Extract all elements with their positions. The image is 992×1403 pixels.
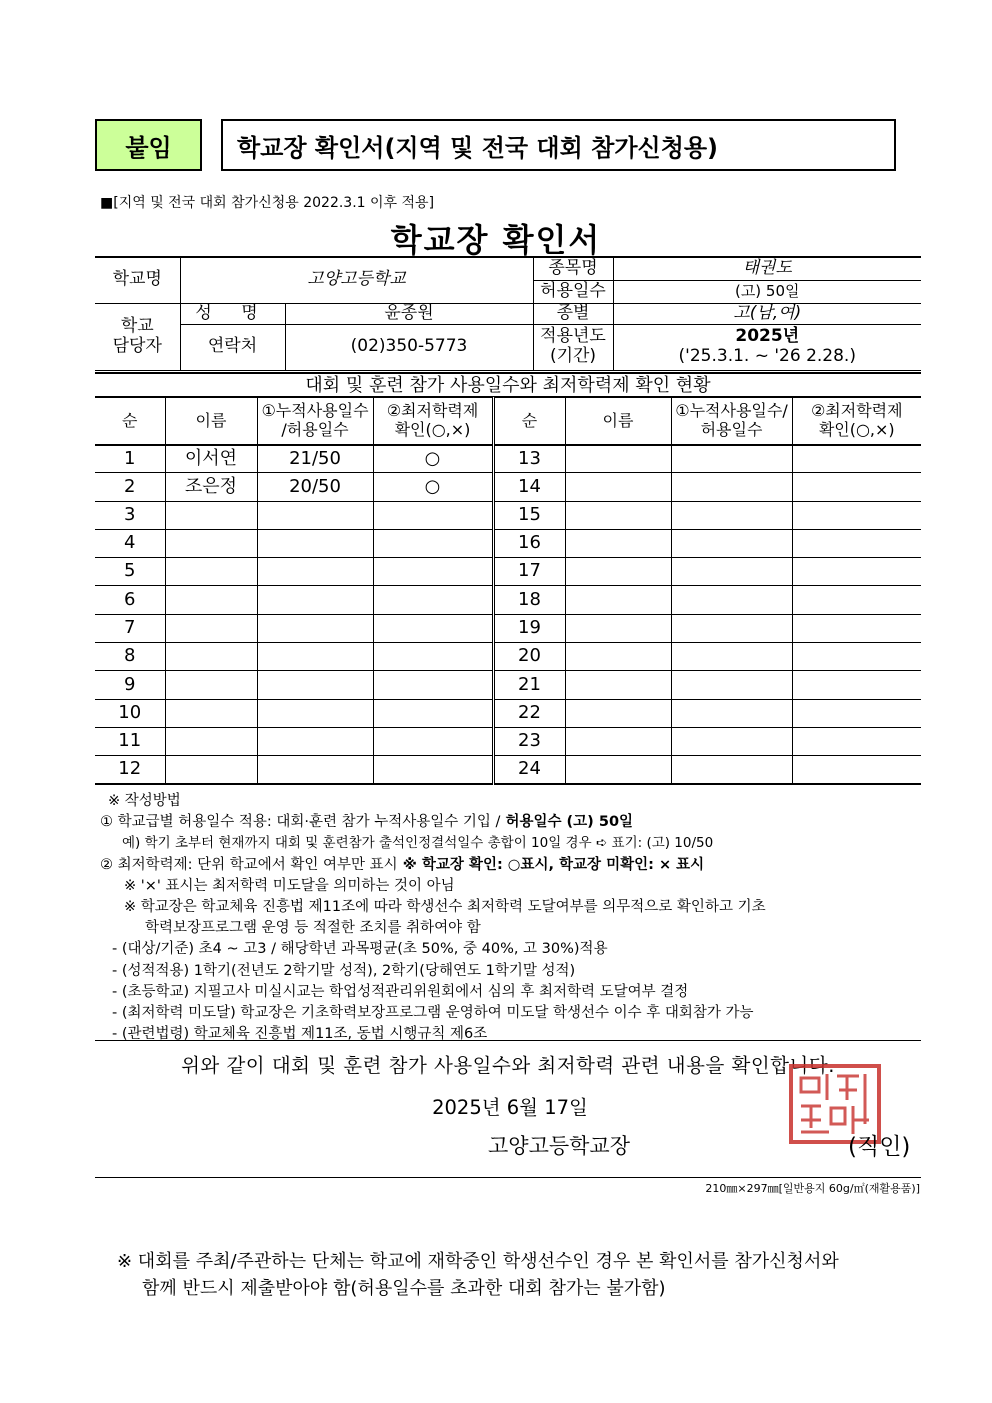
table-row xyxy=(95,529,921,557)
school-value: 고양고등학교 xyxy=(180,257,533,303)
row-min-score-2 xyxy=(792,473,921,501)
row-min-score xyxy=(373,614,493,642)
row-min-score: ○ xyxy=(373,445,493,473)
row-min-score: ○ xyxy=(373,473,493,501)
row-name xyxy=(165,501,257,529)
row-no-2: 20 xyxy=(493,643,565,671)
row-days-2 xyxy=(671,727,792,755)
event-label: 종목명 xyxy=(533,257,613,280)
row-name-2 xyxy=(565,671,671,699)
table-row xyxy=(95,614,921,642)
row-min-score xyxy=(373,756,493,784)
col-header-no: 순 xyxy=(95,398,165,445)
row-no-2: 21 xyxy=(493,671,565,699)
row-min-score-2 xyxy=(792,501,921,529)
submission-note-line-2: 함께 반드시 제출받아야 함(허용일수를 초과한 대회 참가는 불가함) xyxy=(142,1278,666,1299)
row-days xyxy=(257,558,373,586)
instruction-1-example: 예) 학기 초부터 현재까지 대회 및 훈련참가 출석인정결석일수 총합이 10일 경우 ➪ 표기: (고) 10/50 xyxy=(122,835,714,852)
allowed-days-label: 허용일수 xyxy=(533,280,613,303)
row-days: 21/50 xyxy=(257,445,373,473)
school-label: 학교명 xyxy=(95,257,180,303)
period-value: ('25.3.1. ~ '26 2.28.) xyxy=(678,346,856,366)
col-header-days: ①누적사용일수 /허용일수 xyxy=(257,398,373,445)
row-no-2: 23 xyxy=(493,727,565,755)
row-days-2 xyxy=(671,501,792,529)
row-no: 10 xyxy=(95,699,165,727)
instruction-2-note-b-cont: 학력보장프로그램 운영 등 적절한 조치를 취하여야 함 xyxy=(145,920,481,937)
document-heading: 학교장 확인서(지역 및 전국 대회 참가신청용) xyxy=(221,119,896,171)
row-no-2: 16 xyxy=(493,529,565,557)
col-header-name: 이름 xyxy=(165,398,257,445)
instructions xyxy=(100,791,930,1045)
row-days xyxy=(257,756,373,784)
table-row xyxy=(95,643,921,671)
row-name xyxy=(165,614,257,642)
gender-value: 고(남,여) xyxy=(613,303,921,324)
row-name-2 xyxy=(565,501,671,529)
row-min-score xyxy=(373,727,493,755)
col-header-days-2: ①누적사용일수/ 허용일수 xyxy=(671,398,792,445)
row-days-2 xyxy=(671,473,792,501)
col-header-no-2: 순 xyxy=(493,398,565,445)
period-label-sub: (기간) xyxy=(549,346,597,366)
row-days xyxy=(257,727,373,755)
instruction-elementary: - (초등학교) 지필고사 미실시교는 학업성적관리위원회에서 심의 후 최저학력 도달여부 결정 xyxy=(112,983,689,1000)
instruction-1: ① 학교급별 허용일수 적용: 대회·훈련 참가 누적사용일수 기입 / 허용일수 (고) 50일 xyxy=(100,814,634,831)
instruction-2: ② 최저학력제: 단위 학교에서 확인 여부만 표시 ※ 학교장 확인: ○표시, 학교장 미확인: × 표시 xyxy=(100,856,705,873)
row-no: 7 xyxy=(95,614,165,642)
row-min-score xyxy=(373,501,493,529)
row-no: 8 xyxy=(95,643,165,671)
row-name xyxy=(165,671,257,699)
row-min-score-2 xyxy=(792,558,921,586)
row-min-score xyxy=(373,643,493,671)
row-no-2: 18 xyxy=(493,586,565,614)
divider-top xyxy=(95,1040,921,1041)
instructions-heading: ※ 작성방법 xyxy=(108,793,181,809)
name-value: 윤종원 xyxy=(285,303,533,324)
row-no-2: 13 xyxy=(493,445,565,473)
row-name-2 xyxy=(565,727,671,755)
row-name xyxy=(165,529,257,557)
contact-value: (02)350-5773 xyxy=(285,324,533,370)
col-header-name-2: 이름 xyxy=(565,398,671,445)
table-row xyxy=(95,756,921,784)
row-no: 9 xyxy=(95,671,165,699)
manager-label: 학교 담당자 xyxy=(95,303,180,370)
row-no: 1 xyxy=(95,445,165,473)
table-row xyxy=(95,671,921,699)
row-no: 12 xyxy=(95,756,165,784)
name-label: 성 명 xyxy=(180,303,285,324)
year-label: 적용년도 xyxy=(540,326,606,347)
row-days xyxy=(257,529,373,557)
row-min-score-2 xyxy=(792,756,921,784)
contact-label: 연락처 xyxy=(180,324,285,370)
row-name-2 xyxy=(565,445,671,473)
instruction-law: - (관련법령) 학교체육 진흥법 제11조, 동법 시행규칙 제6조 xyxy=(112,1026,488,1043)
row-no-2: 19 xyxy=(493,614,565,642)
row-days xyxy=(257,699,373,727)
row-no: 11 xyxy=(95,727,165,755)
row-days xyxy=(257,671,373,699)
period-label xyxy=(533,324,613,370)
table-row xyxy=(95,558,921,586)
row-days-2 xyxy=(671,671,792,699)
row-days-2 xyxy=(671,756,792,784)
school-info-table xyxy=(95,256,921,371)
row-days-2 xyxy=(671,529,792,557)
col-header-min-score-2: ②최저학력제 확인(○,×) xyxy=(792,398,921,445)
athlete-roster-table xyxy=(95,397,921,785)
row-name-2 xyxy=(565,614,671,642)
row-name-2 xyxy=(565,529,671,557)
row-name-2 xyxy=(565,473,671,501)
roster-section-title: 대회 및 훈련 참가 사용일수와 최저학력제 확인 현황 xyxy=(95,372,921,397)
seal-label: (직인) xyxy=(848,1134,911,1160)
row-min-score-2 xyxy=(792,671,921,699)
row-min-score xyxy=(373,586,493,614)
row-name xyxy=(165,727,257,755)
row-min-score-2 xyxy=(792,529,921,557)
row-name-2 xyxy=(565,586,671,614)
row-no-2: 17 xyxy=(493,558,565,586)
year-value: 2025년 xyxy=(735,326,800,347)
row-no-2: 15 xyxy=(493,501,565,529)
row-name xyxy=(165,756,257,784)
row-min-score xyxy=(373,671,493,699)
instruction-target: - (대상/기준) 초4 ~ 고3 / 해당학년 과목평균(초 50%, 중 40%, 고 30%)적용 xyxy=(112,941,608,958)
row-name-2 xyxy=(565,699,671,727)
row-name xyxy=(165,643,257,671)
row-min-score-2 xyxy=(792,614,921,642)
row-days xyxy=(257,501,373,529)
page-title: 학교장 확인서 xyxy=(390,221,602,259)
row-days-2 xyxy=(671,445,792,473)
row-name: 이서연 xyxy=(165,445,257,473)
row-days-2 xyxy=(671,643,792,671)
row-min-score-2 xyxy=(792,445,921,473)
row-min-score xyxy=(373,558,493,586)
row-no: 5 xyxy=(95,558,165,586)
row-name xyxy=(165,699,257,727)
row-min-score xyxy=(373,699,493,727)
row-days: 20/50 xyxy=(257,473,373,501)
table-row xyxy=(95,501,921,529)
row-days-2 xyxy=(671,699,792,727)
row-min-score-2 xyxy=(792,699,921,727)
period-value-cell xyxy=(613,324,921,370)
paper-spec: 210㎜×297㎜[일반용지 60g/㎡(재활용품)] xyxy=(705,1182,920,1195)
submission-note xyxy=(117,1248,839,1302)
divider-bottom xyxy=(95,1177,921,1178)
table-row xyxy=(95,727,921,755)
applicability-note: ■[지역 및 전국 대회 참가신청용 2022.3.1 이후 적용] xyxy=(100,195,435,211)
gender-label: 종별 xyxy=(533,303,613,324)
table-row xyxy=(95,473,921,501)
row-no: 3 xyxy=(95,501,165,529)
row-no-2: 24 xyxy=(493,756,565,784)
instruction-2-note-a: ※ '×' 표시는 최저학력 미도달을 의미하는 것이 아님 xyxy=(124,877,455,894)
row-min-score-2 xyxy=(792,586,921,614)
table-row xyxy=(95,586,921,614)
row-name xyxy=(165,586,257,614)
row-name-2 xyxy=(565,643,671,671)
row-no: 2 xyxy=(95,473,165,501)
event-value: 태권도 xyxy=(613,257,921,280)
row-days-2 xyxy=(671,614,792,642)
principal-name: 고양고등학교장 xyxy=(488,1134,631,1158)
row-days xyxy=(257,586,373,614)
confirmation-statement: 위와 같이 대회 및 훈련 참가 사용일수와 최저학력 관련 내용을 확인합니다. xyxy=(181,1054,835,1077)
submission-note-line-1: ※ 대회를 주최/주관하는 단체는 학교에 재학중인 학생선수인 경우 본 확인서를 참가신청서와 xyxy=(117,1251,839,1272)
allowed-days-value: (고) 50일 xyxy=(613,280,921,303)
row-no: 6 xyxy=(95,586,165,614)
col-header-min-score: ②최저학력제 확인(○,×) xyxy=(373,398,493,445)
issue-date: 2025년 6월 17일 xyxy=(432,1096,588,1119)
row-days xyxy=(257,614,373,642)
table-row xyxy=(95,445,921,473)
instruction-2-note-b: ※ 학교장은 학교체육 진흥법 제11조에 따라 학생선수 최저학력 도달여부를 의무적으로 확인하고 기초 xyxy=(124,899,766,916)
row-no: 4 xyxy=(95,529,165,557)
row-name xyxy=(165,558,257,586)
instruction-grades: - (성적적용) 1학기(전년도 2학기말 성적), 2학기(당해연도 1학기말 성적) xyxy=(112,962,576,979)
table-row xyxy=(95,699,921,727)
row-name: 조은정 xyxy=(165,473,257,501)
row-name-2 xyxy=(565,558,671,586)
row-no-2: 22 xyxy=(493,699,565,727)
row-days-2 xyxy=(671,586,792,614)
row-no-2: 14 xyxy=(493,473,565,501)
row-name-2 xyxy=(565,756,671,784)
row-min-score-2 xyxy=(792,727,921,755)
row-min-score xyxy=(373,529,493,557)
row-min-score-2 xyxy=(792,643,921,671)
instruction-below-minimum: - (최저학력 미도달) 학교장은 기초학력보장프로그램 운영하여 미도달 학생선수 이수 후 대회참가 가능 xyxy=(112,1005,754,1022)
attachment-tag: 붙임 xyxy=(95,119,202,171)
row-days xyxy=(257,643,373,671)
row-days-2 xyxy=(671,558,792,586)
